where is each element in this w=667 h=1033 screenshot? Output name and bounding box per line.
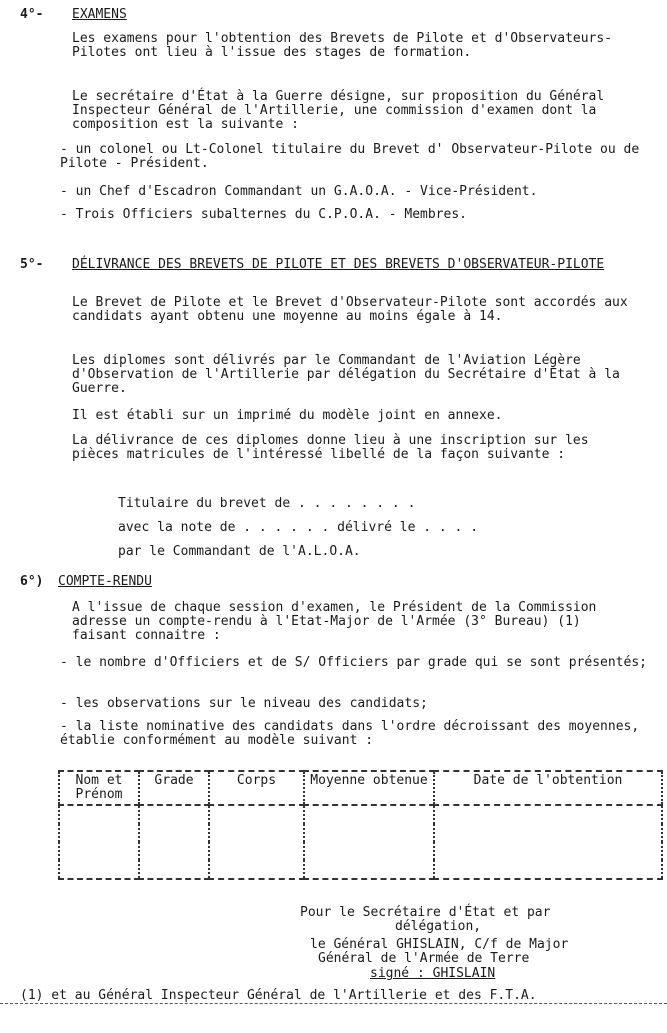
table-header-average: Moyenne obtenue: [304, 771, 434, 805]
footnote-divider: [0, 1003, 667, 1004]
table-row: [59, 824, 662, 842]
section-5-paragraph-1: Le Brevet de Pilote et le Brevet d'Observateur-Pilote sont accordés aux candidats ayant obtenu une moyenne au moins égale à 14.: [72, 295, 628, 324]
section-6-item: - la liste nominative des candidats dans l'ordre décroissant des moyennes, établie conformément au modèle suivant :: [60, 719, 640, 748]
table-row: [59, 860, 662, 879]
formula-line: par le Commandant de l'A.L.O.A.: [118, 544, 361, 559]
section-5-number: 5°-: [20, 257, 44, 272]
section-5-paragraph-3: Il est établi sur un imprimé du modèle joint en annexe.: [72, 408, 503, 423]
table-header-date: Date de l'obtention: [434, 771, 662, 805]
section-5-paragraph-4: La délivrance de ces diplomes donne lieu à une inscription sur les pièces matricules de l'intéressé libellé de la façon suivante :: [72, 433, 589, 462]
section-6-item: - les observations sur le niveau des candidats;: [60, 696, 428, 711]
section-4-number: 4°-: [20, 7, 44, 22]
signature-name: signé : GHISLAIN: [370, 966, 496, 981]
footnote: (1) et au Général Inspecteur Général de l'Artillerie et des F.T.A.: [20, 988, 537, 1003]
section-4-title: EXAMENS: [72, 7, 127, 22]
table-header-name: Nom et Prénom: [59, 771, 139, 805]
section-4-item: - un Chef d'Escadron Commandant un G.A.O.A. - Vice-Président.: [60, 184, 538, 199]
section-6-item: - le nombre d'Officiers et de S/ Officiers par grade qui se sont présentés;: [60, 655, 647, 670]
signature-line: délégation,: [395, 919, 482, 934]
section-4-paragraph-2: Le secrétaire d'État à la Guerre désigne, sur proposition du Général Inspecteur Général de l'Artillerie, une commission d'examen dont la composition est la suivante :: [72, 89, 605, 132]
table-row: [59, 805, 662, 824]
section-6-paragraph-1: A l'issue de chaque session d'examen, le Président de la Commission adresse un compte-rendu à l'Etat-Major de l'Armée (3° Bureau) (1) faisant connaitre :: [72, 600, 597, 643]
table-header-grade: Grade: [139, 771, 209, 805]
signature-line: Pour le Secrétaire d'État et par: [300, 905, 551, 920]
section-4-item: - un colonel ou Lt-Colonel titulaire du Brevet d' Observateur-Pilote ou de Pilote - Président.: [60, 142, 640, 171]
section-4-item: - Trois Officiers subalternes du C.P.O.A. - Membres.: [60, 207, 467, 222]
table-header-row: [59, 771, 662, 805]
signature-line: le Général GHISLAIN, C/f de Major: [310, 937, 569, 952]
section-6-title: COMPTE-RENDU: [58, 574, 152, 589]
candidates-table: [58, 770, 663, 880]
table-header-corps: Corps: [209, 771, 304, 805]
table-row: [59, 842, 662, 860]
section-5-title: DÉLIVRANCE DES BREVETS DE PILOTE ET DES BREVETS D'OBSERVATEUR-PILOTE: [72, 257, 605, 272]
section-5-paragraph-2: Les diplomes sont délivrés par le Commandant de l'Aviation Légère d'Observation de l'Artillerie par délégation du Secrétaire d'État à la Guerre.: [72, 353, 620, 396]
formula-line: avec la note de . . . . . . délivré le . . . .: [118, 520, 479, 535]
section-4-paragraph-1: Les examens pour l'obtention des Brevets de Pilote et d'Observateurs-Pilotes ont lieu à l'issue des stages de formation.: [72, 31, 613, 60]
formula-line: Titulaire du brevet de . . . . . . . .: [118, 496, 416, 511]
section-6-number: 6°): [20, 574, 44, 589]
signature-line: Général de l'Armée de Terre: [318, 951, 530, 966]
